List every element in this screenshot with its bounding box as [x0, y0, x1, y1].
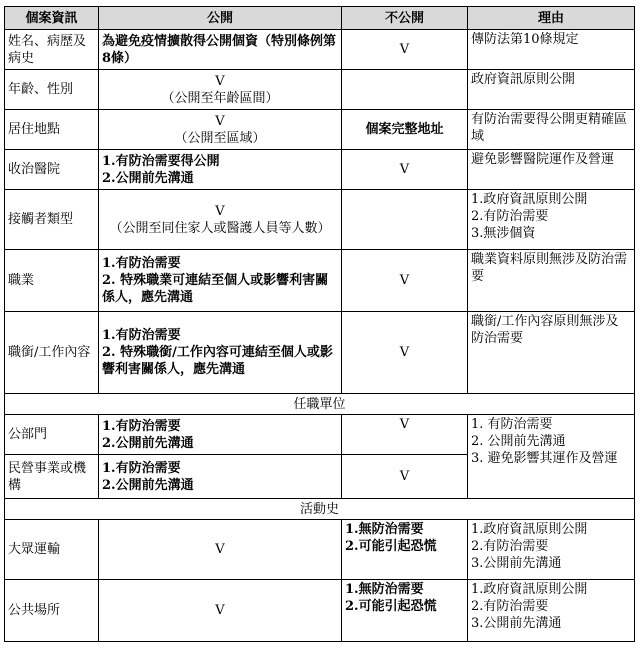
- reason-line: 1.政府資訊原則公開: [471, 582, 588, 597]
- reason-public-venue: [468, 580, 635, 642]
- public-note: （公開至年齡區間）: [161, 90, 279, 106]
- public-line: 2. 特殊職銜/工作內容可連結至個人或影響利害關係人，應先溝通: [102, 345, 333, 377]
- public-mark: V: [215, 203, 225, 219]
- row-occupation: [5, 250, 635, 312]
- label-age-gender: 年齡、性別: [5, 70, 99, 110]
- reason-age-gender: 政府資訊原則公開: [468, 70, 635, 110]
- private-job-title: V: [342, 312, 468, 394]
- reason-contact-type: [468, 190, 635, 250]
- reason-line: 3.公開前先溝通: [471, 556, 562, 571]
- private-occupation: V: [342, 250, 468, 312]
- private-public-transit: [342, 520, 468, 580]
- private-public-sector: V: [342, 415, 468, 455]
- public-line: 1.有防治需要: [102, 460, 181, 476]
- row-contact-type: [5, 190, 635, 250]
- reason-public-transit: [468, 520, 635, 580]
- public-line: 1.有防治需要得公開: [102, 153, 220, 169]
- public-line: 2. 特殊職業可連結至個人或影響利害關係人，應先溝通: [102, 273, 329, 305]
- reason-line: 3. 避免影響其運作及營運: [471, 451, 618, 466]
- public-residence: [99, 110, 342, 150]
- label-occupation: 職業: [5, 250, 99, 312]
- reason-employer: [468, 415, 635, 499]
- reason-line: 1.政府資訊原則公開: [471, 522, 588, 537]
- header-public: 公開: [99, 7, 342, 30]
- reason-line: 2.有防治需要: [471, 599, 549, 614]
- private-line: 1.無防治需要: [345, 522, 424, 537]
- public-note: （公開至區域）: [174, 130, 266, 146]
- public-public-sector: [99, 415, 342, 455]
- public-note: （公開至同住家人或醫護人員等人數）: [109, 220, 331, 236]
- public-age-gender: [99, 70, 342, 110]
- label-private-enterprise: 民營事業或機構: [5, 455, 99, 499]
- public-mark: V: [215, 73, 225, 89]
- public-line: 1.有防治需要: [102, 328, 181, 343]
- label-public-venue: 公共場所: [5, 580, 99, 642]
- header-reason: 理由: [468, 7, 635, 30]
- reason-name-history: 傳防法第10條規定: [468, 30, 635, 70]
- reason-line: 1. 有防治需要: [471, 417, 553, 432]
- public-line: 1.有防治需要: [102, 418, 181, 434]
- label-job-title: 職銜/工作內容: [5, 312, 99, 394]
- reason-line: 2.有防治需要: [471, 539, 549, 554]
- header-not-public: 不公開: [342, 7, 468, 30]
- label-residence: 居住地點: [5, 110, 99, 150]
- public-line: 2.公開前先溝通: [102, 435, 194, 451]
- private-line: 2.可能引起恐慌: [345, 539, 437, 554]
- label-name-history: 姓名、病歷及病史: [5, 30, 99, 70]
- private-age-gender: [342, 70, 468, 110]
- private-private-enterprise: V: [342, 455, 468, 499]
- public-contact-type: [99, 190, 342, 250]
- private-line: 1.無防治需要: [345, 582, 424, 597]
- row-age-gender: [5, 70, 635, 110]
- public-public-venue: V: [99, 580, 342, 642]
- reason-line: 1.政府資訊原則公開: [471, 192, 588, 207]
- public-line: 2.公開前先溝通: [102, 170, 194, 186]
- public-name-history: 為避免疫情擴散得公開個資（特別條例第8條）: [99, 30, 342, 70]
- header-case-info: 個案資訊: [5, 7, 99, 30]
- row-public-venue: [5, 580, 635, 642]
- section-employer: 任職單位: [5, 394, 635, 415]
- private-line: 2.可能引起恐慌: [345, 599, 437, 614]
- private-residence: 個案完整地址: [342, 110, 468, 150]
- section-activity: 活動史: [5, 499, 635, 520]
- reason-residence: 有防治需要得公開更精確區域: [468, 110, 635, 150]
- row-public-sector: [5, 415, 635, 455]
- row-residence: [5, 110, 635, 150]
- reason-job-title: 職銜/工作內容原則無涉及防治需要: [468, 312, 635, 394]
- label-hospital: 收治醫院: [5, 150, 99, 190]
- row-hospital: [5, 150, 635, 190]
- section-row-activity: [5, 499, 635, 520]
- header-row: [5, 7, 635, 30]
- label-contact-type: 接觸者類型: [5, 190, 99, 250]
- public-line: 2.公開前先溝通: [102, 477, 194, 493]
- private-name-history: V: [342, 30, 468, 70]
- label-public-transit: 大眾運輸: [5, 520, 99, 580]
- public-job-title: [99, 312, 342, 394]
- private-public-venue: [342, 580, 468, 642]
- private-contact-type: [342, 190, 468, 250]
- row-public-transit: [5, 520, 635, 580]
- reason-line: 3.無涉個資: [471, 226, 536, 241]
- public-private-enterprise: [99, 455, 342, 499]
- row-job-title: [5, 312, 635, 394]
- public-mark: V: [215, 113, 225, 129]
- reason-line: 3.公開前先溝通: [471, 616, 562, 631]
- reason-line: 2. 公開前先溝通: [471, 434, 566, 449]
- row-name-history: [5, 30, 635, 70]
- public-public-transit: V: [99, 520, 342, 580]
- reason-hospital: 避免影響醫院運作及營運: [468, 150, 635, 190]
- section-row-employer: [5, 394, 635, 415]
- public-occupation: [99, 250, 342, 312]
- public-hospital: [99, 150, 342, 190]
- reason-occupation: 職業資料原則無涉及防治需要: [468, 250, 635, 312]
- disclosure-table: [4, 6, 635, 642]
- reason-line: 2.有防治需要: [471, 209, 549, 224]
- private-hospital: V: [342, 150, 468, 190]
- label-public-sector: 公部門: [5, 415, 99, 455]
- public-line: 1.有防治需要: [102, 256, 181, 271]
